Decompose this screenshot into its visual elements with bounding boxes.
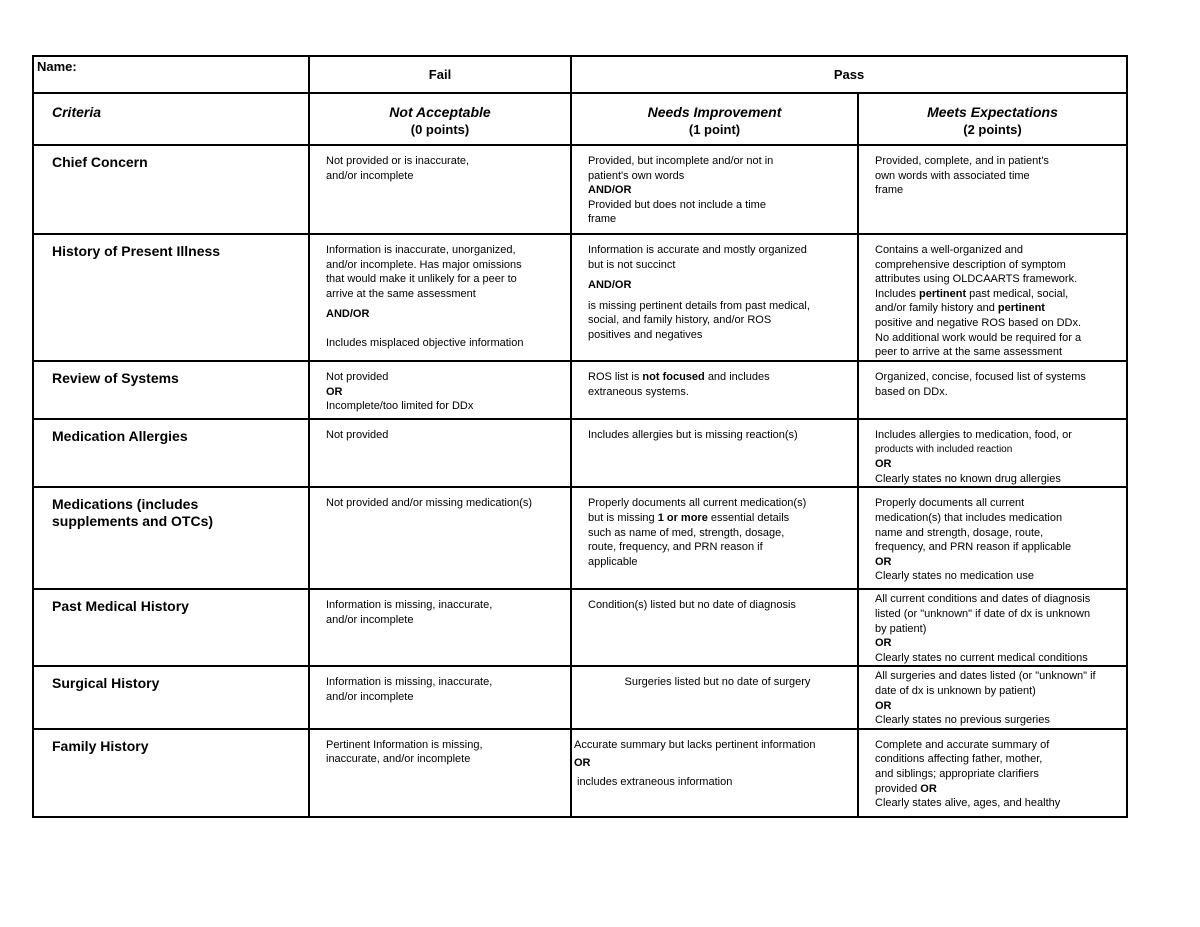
criterion-label: supplements and OTCs) xyxy=(52,513,214,530)
criterion-label: Medications (includes xyxy=(52,496,199,513)
pass-label: Pass xyxy=(833,67,865,82)
keyword-andor: AND/OR xyxy=(326,308,370,321)
cell-line: Surgeries listed but no date of surgery xyxy=(624,676,811,689)
cell-line: but is missing 1 or more essential details xyxy=(588,511,790,524)
needs-cell xyxy=(571,145,858,234)
cell-line: No additional work would be required for a xyxy=(875,331,1082,344)
not-acceptable-points: (0 points) xyxy=(410,122,470,137)
meets-cell xyxy=(858,729,1127,817)
cell-line: own words with associated time xyxy=(875,169,1030,182)
criterion-cell xyxy=(33,361,309,419)
cell-line: Clearly states no current medical conditions xyxy=(875,651,1088,664)
cell-line: Not provided xyxy=(326,429,389,441)
cell-line: attributes using OLDCAARTS framework. xyxy=(875,273,1078,286)
cell-line: route, frequency, and PRN reason if xyxy=(588,541,763,554)
table-row xyxy=(33,729,1127,817)
not-acceptable-header xyxy=(309,93,571,145)
cell-line: provided OR xyxy=(875,782,937,795)
cell-line: All surgeries and dates listed (or "unknown" if xyxy=(875,670,1096,683)
criterion-label: Past Medical History xyxy=(52,598,189,615)
not-acceptable-title: Not Acceptable xyxy=(389,104,491,120)
cell-line: positive and negative ROS based on DDx. xyxy=(875,316,1082,329)
fail-header xyxy=(309,56,571,93)
table-row xyxy=(33,487,1127,589)
needs-improvement-title: Needs Improvement xyxy=(647,104,782,120)
needs-improvement-points: (1 point) xyxy=(688,122,741,137)
cell-line: Includes pertinent past medical, social, xyxy=(875,287,1069,300)
cell-line: All current conditions and dates of diagnosis xyxy=(875,593,1091,606)
criterion-label: Review of Systems xyxy=(52,370,179,386)
cell-line: but is not succinct xyxy=(588,258,676,271)
criterion-cell xyxy=(33,145,309,234)
criterion-cell xyxy=(33,234,309,361)
cell-line: and/or incomplete xyxy=(326,613,414,626)
cell-line: Includes misplaced objective information xyxy=(326,336,524,349)
cell-line: such as name of med, strength, dosage, xyxy=(588,526,785,539)
meets-cell xyxy=(858,589,1127,666)
cell-line: and/or incomplete xyxy=(326,169,414,182)
cell-line: Provided but does not include a time xyxy=(588,198,766,211)
keyword-andor: AND/OR xyxy=(588,184,632,197)
keyword-or: OR xyxy=(875,555,892,568)
cell-line: applicable xyxy=(588,555,638,568)
cell-line: positives and negatives xyxy=(588,328,703,341)
keyword-or: OR xyxy=(326,385,343,398)
criterion-cell xyxy=(33,589,309,666)
table-row xyxy=(33,419,1127,487)
cell-line: based on DDx. xyxy=(875,385,948,398)
criterion-label: History of Present Illness xyxy=(52,243,221,259)
cell-line: date of dx is unknown by patient) xyxy=(875,684,1036,697)
cell-line: Clearly states no medication use xyxy=(875,570,1034,583)
meets-expectations-title: Meets Expectations xyxy=(927,104,1058,120)
cell-line: Not provided and/or missing medication(s) xyxy=(326,497,533,510)
keyword-andor: AND/OR xyxy=(588,279,632,292)
cell-line: frame xyxy=(875,184,904,197)
cell-line: Complete and accurate summary of xyxy=(875,738,1050,751)
cell-line: products with included reaction xyxy=(875,443,1013,455)
meets-cell xyxy=(858,487,1127,589)
name-label: Name: xyxy=(37,59,77,74)
meets-expectations-points: (2 points) xyxy=(963,122,1022,137)
cell-line: includes extraneous information xyxy=(577,775,733,788)
cell-line: frequency, and PRN reason if applicable xyxy=(875,541,1072,554)
cell-line: comprehensive description of symptom xyxy=(875,258,1066,271)
fail-cell xyxy=(309,419,571,487)
cell-line: Properly documents all current xyxy=(875,497,1025,510)
cell-line: Contains a well-organized and xyxy=(875,244,1023,256)
cell-line: name and strength, dosage, route, xyxy=(875,526,1044,539)
needs-cell xyxy=(571,666,858,728)
fail-label: Fail xyxy=(428,67,452,82)
criterion-label: Surgical History xyxy=(52,675,160,692)
rubric-table xyxy=(32,55,1128,818)
cell-line: Not provided xyxy=(326,371,389,383)
needs-improvement-header xyxy=(571,93,858,145)
criteria-label: Criteria xyxy=(52,104,102,120)
cell-line: Provided, but incomplete and/or not in xyxy=(588,155,774,167)
cell-line: and/or family history and pertinent xyxy=(875,302,1045,315)
criterion-cell xyxy=(33,729,309,817)
cell-line: Organized, concise, focused list of systems xyxy=(875,371,1086,383)
table-row xyxy=(33,361,1127,419)
criterion-cell xyxy=(33,666,309,728)
cell-line: listed (or "unknown" if date of dx is unknown xyxy=(875,607,1091,620)
cell-line: extraneous systems. xyxy=(588,385,689,398)
criterion-label: Medication Allergies xyxy=(52,428,188,444)
cell-line: Clearly states no known drug allergies xyxy=(875,472,1061,485)
needs-cell xyxy=(571,419,858,487)
meets-cell xyxy=(858,419,1127,487)
keyword-or: OR xyxy=(875,699,892,712)
needs-cell xyxy=(571,589,858,666)
cell-line: conditions affecting father, mother, xyxy=(875,753,1043,766)
cell-line: social, and family history, and/or ROS xyxy=(588,314,772,327)
needs-cell xyxy=(571,729,858,817)
cell-line: Accurate summary but lacks pertinent information xyxy=(574,738,816,751)
keyword-or: OR xyxy=(574,757,591,770)
cell-line: and/or incomplete xyxy=(326,690,414,703)
cell-line: Information is missing, inaccurate, xyxy=(326,599,493,612)
cell-line: Includes allergies to medication, food, or xyxy=(875,429,1072,441)
fail-cell xyxy=(309,145,571,234)
pass-header xyxy=(571,56,1127,93)
fail-cell xyxy=(309,361,571,419)
meets-cell xyxy=(858,361,1127,419)
fail-cell xyxy=(309,589,571,666)
needs-cell xyxy=(571,234,858,361)
cell-line: Information is accurate and mostly organized xyxy=(588,244,807,256)
criteria-header xyxy=(33,93,309,145)
table-row xyxy=(33,145,1127,234)
criterion-label: Family History xyxy=(52,737,149,754)
cell-line: Includes allergies but is missing reaction(s) xyxy=(588,429,798,441)
fail-cell xyxy=(309,487,571,589)
cell-line: by patient) xyxy=(875,622,927,635)
cell-line: that would make it unlikely for a peer to xyxy=(326,273,517,286)
cell-line: Clearly states no previous surgeries xyxy=(875,714,1050,727)
cell-line: Incomplete/too limited for DDx xyxy=(326,400,474,413)
cell-line: Information is missing, inaccurate, xyxy=(326,676,493,689)
cell-line: patient's own words xyxy=(588,169,685,182)
cell-line: Properly documents all current medication(s) xyxy=(588,497,807,510)
fail-cell xyxy=(309,729,571,817)
cell-line: frame xyxy=(588,213,617,226)
criterion-label: Chief Concern xyxy=(52,154,148,170)
meets-cell xyxy=(858,145,1127,234)
table-row xyxy=(33,234,1127,361)
cell-line: and/or incomplete. Has major omissions xyxy=(326,258,522,271)
cell-line: Not provided or is inaccurate, xyxy=(326,155,470,167)
cell-line: peer to arrive at the same assessment xyxy=(875,346,1063,359)
fail-cell xyxy=(309,234,571,361)
meets-cell xyxy=(858,234,1127,361)
cell-line: and siblings; appropriate clarifiers xyxy=(875,767,1039,780)
table-row xyxy=(33,666,1127,728)
cell-line: Provided, complete, and in patient's xyxy=(875,155,1049,167)
cell-line: arrive at the same assessment xyxy=(326,287,476,300)
cell-line: Information is inaccurate, unorganized, xyxy=(326,244,516,256)
cell-line: medication(s) that includes medication xyxy=(875,511,1063,524)
meets-expectations-header xyxy=(858,93,1127,145)
needs-cell xyxy=(571,487,858,589)
table-row xyxy=(33,589,1127,666)
criterion-cell xyxy=(33,419,309,487)
criterion-cell xyxy=(33,487,309,589)
cell-line: Condition(s) listed but no date of diagnosis xyxy=(588,599,796,612)
cell-line: Clearly states alive, ages, and healthy xyxy=(875,797,1061,810)
fail-cell xyxy=(309,666,571,728)
needs-cell xyxy=(571,361,858,419)
name-label-cell xyxy=(33,56,309,93)
keyword-or: OR xyxy=(875,458,892,471)
keyword-or: OR xyxy=(875,637,892,650)
cell-line: Pertinent Information is missing, xyxy=(326,738,483,751)
cell-line: inaccurate, and/or incomplete xyxy=(326,753,471,766)
meets-cell xyxy=(858,666,1127,728)
cell-line: is missing pertinent details from past medical, xyxy=(588,299,810,312)
cell-line: ROS list is not focused and includes xyxy=(588,371,770,383)
